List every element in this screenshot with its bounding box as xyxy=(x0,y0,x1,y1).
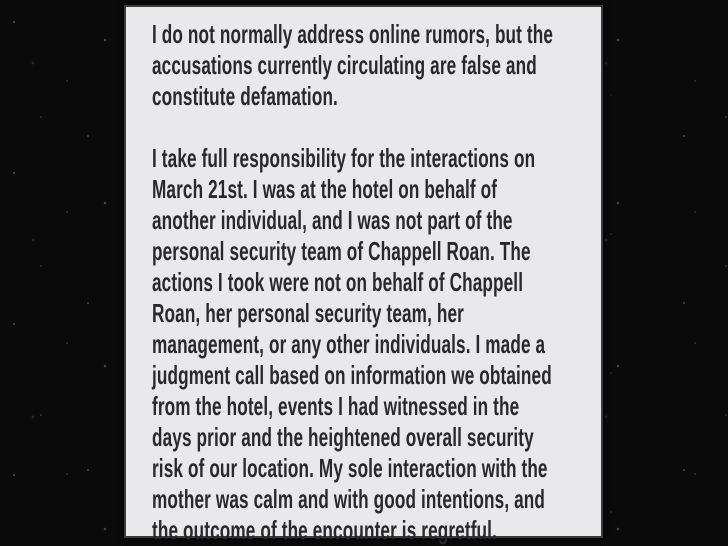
statement-line: another individual, and I was not part of the xyxy=(152,205,513,235)
statement-paragraph xyxy=(152,19,579,112)
statement-paragraph xyxy=(152,143,579,546)
statement-line: risk of our location. My sole interaction with the xyxy=(152,453,548,483)
statement-line: I take full responsibility for the interactions on xyxy=(152,143,536,173)
statement-line: judgment call based on information we obtained xyxy=(152,360,552,390)
statement-padding xyxy=(126,7,601,546)
statement-text xyxy=(152,19,579,546)
statement-line: accusations currently circulating are false and xyxy=(152,50,537,80)
statement-line: personal security team of Chappell Roan. The xyxy=(152,236,531,266)
statement-line: Roan, her personal security team, her xyxy=(152,298,464,328)
statement-card xyxy=(124,5,603,545)
statement-line: the outcome of the encounter is regretful. xyxy=(152,515,497,545)
statement-line: March 21st. I was at the hotel on behalf of xyxy=(152,174,498,204)
statement-line: management, or any other individuals. I made a xyxy=(152,329,546,359)
statement-line: from the hotel, events I had witnessed in the xyxy=(152,391,520,421)
statement-line: days prior and the heightened overall security xyxy=(152,422,534,452)
statement-line: constitute defamation. xyxy=(152,81,338,111)
statement-line: actions I took were not on behalf of Chappell xyxy=(152,267,524,297)
statement-line: I do not normally address online rumors, but the xyxy=(152,19,554,49)
statement-line: mother was calm and with good intentions, and xyxy=(152,484,546,514)
